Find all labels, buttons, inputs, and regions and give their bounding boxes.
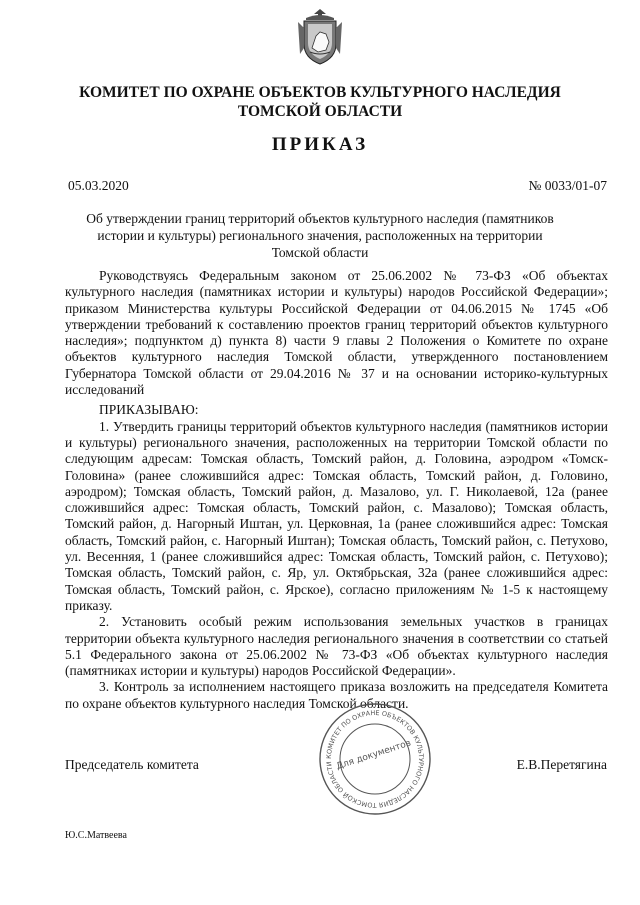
executor-name: Ю.С.Матвеева [65,830,127,841]
document-number: № 0033/01-07 [528,178,607,193]
order-word: ПРИКАЗЫВАЮ: [99,402,199,418]
preamble: Руководствуясь Федеральным законом от 25.06.2002 № 73-ФЗ «Об объектах культурного наследия (памятниках истории и культуры) народов Российской Федерации»; приказом Министерства культуры Российской Федерации от 04.06.2015 № 1745 «Об утверждении требований к составлению проектов границ территорий объектов культурного наследия»; подпунктом д) пункта 8) части 9 главы 2 Положения о Комитете по охране объектов культурного наследия Томской области, утвержденного постановлением Губернатора Томской области от 29.04.2016 № 37 и на основании историко-культурных исследований [65,268,608,398]
organization-name [40,83,600,121]
coat-of-arms-icon [296,8,344,66]
stamp-ring-text: КОМИТЕТ ПО ОХРАНЕ ОБЪЕКТОВ КУЛЬТУРНОГО НАСЛЕДИЯ ТОМСКОЙ ОБЛАСТИ [324,708,426,810]
round-seal-icon [316,700,434,818]
order-item-1: 1. Утвердить границы территорий объектов культурного наследия (памятников истории и культуры) регионального значения, расположенных на территории Томской области по следующим адресам: Томская область, Томский район, д. Головина, аэродром «Томск-Головина» (ранее сложившийся адрес: Томская область, Томский район, д. Головино, аэродром); Томская область, Томский район, д. Мазалово, ул. Г. Николаевой, 12а (ранее сложившийся адрес: Томская область, Томский район, с. Мазалово); Томская область, Томский район, д. Нагорный Иштан, ул. Церковная, 1а (ранее сложившийся адрес: Томская область, Томский район, с. Нагорный Иштан); Томская область, Томский район, с. Петухово, ул. Весенняя, 1 (ранее сложившийся адрес: Томская область, Томский район, с. Петухово); Томская область, Томский район, с. Яр, ул. Октябрьская, 32а (ранее сложившийся адрес: Томская область, Томский район, с. Ярское), согласно приложениям № 1-5 к настоящему приказу. [65,418,608,613]
stamp-text: Для документов [335,738,413,772]
document-body [65,268,608,712]
document-subject: Об утверждении границ территорий объектов культурного наследия (памятников истории и культуры) регионального значения, расположенных на территории Томской области [86,211,554,260]
signer-position: Председатель комитета [65,757,199,772]
organization-name-line2: ТОМСКОЙ ОБЛАСТИ [237,103,403,120]
signer-name: Е.В.Перетягина [516,757,607,772]
document-type: ПРИКАЗ [271,134,369,155]
organization-name-line1: КОМИТЕТ ПО ОХРАНЕ ОБЪЕКТОВ КУЛЬТУРНОГО НАСЛЕДИЯ [79,84,561,101]
document-date: 05.03.2020 [68,178,129,193]
order-item-2: 2. Установить особый режим использования земельных участков в границах территории объекта культурного наследия регионального значения в соответствии со статьей 5.1 Федерального закона от 25.06.2002 № 73-ФЗ «Об объектах культурного наследия (памятниках истории и культуры) народов Российской Федерации». [65,614,608,679]
order-item-3: 3. Контроль за исполнением настоящего приказа возложить на председателя Комитета по охране объектов культурного наследия Томской области. [65,679,608,711]
svg-text:Для документов [335,738,412,772]
